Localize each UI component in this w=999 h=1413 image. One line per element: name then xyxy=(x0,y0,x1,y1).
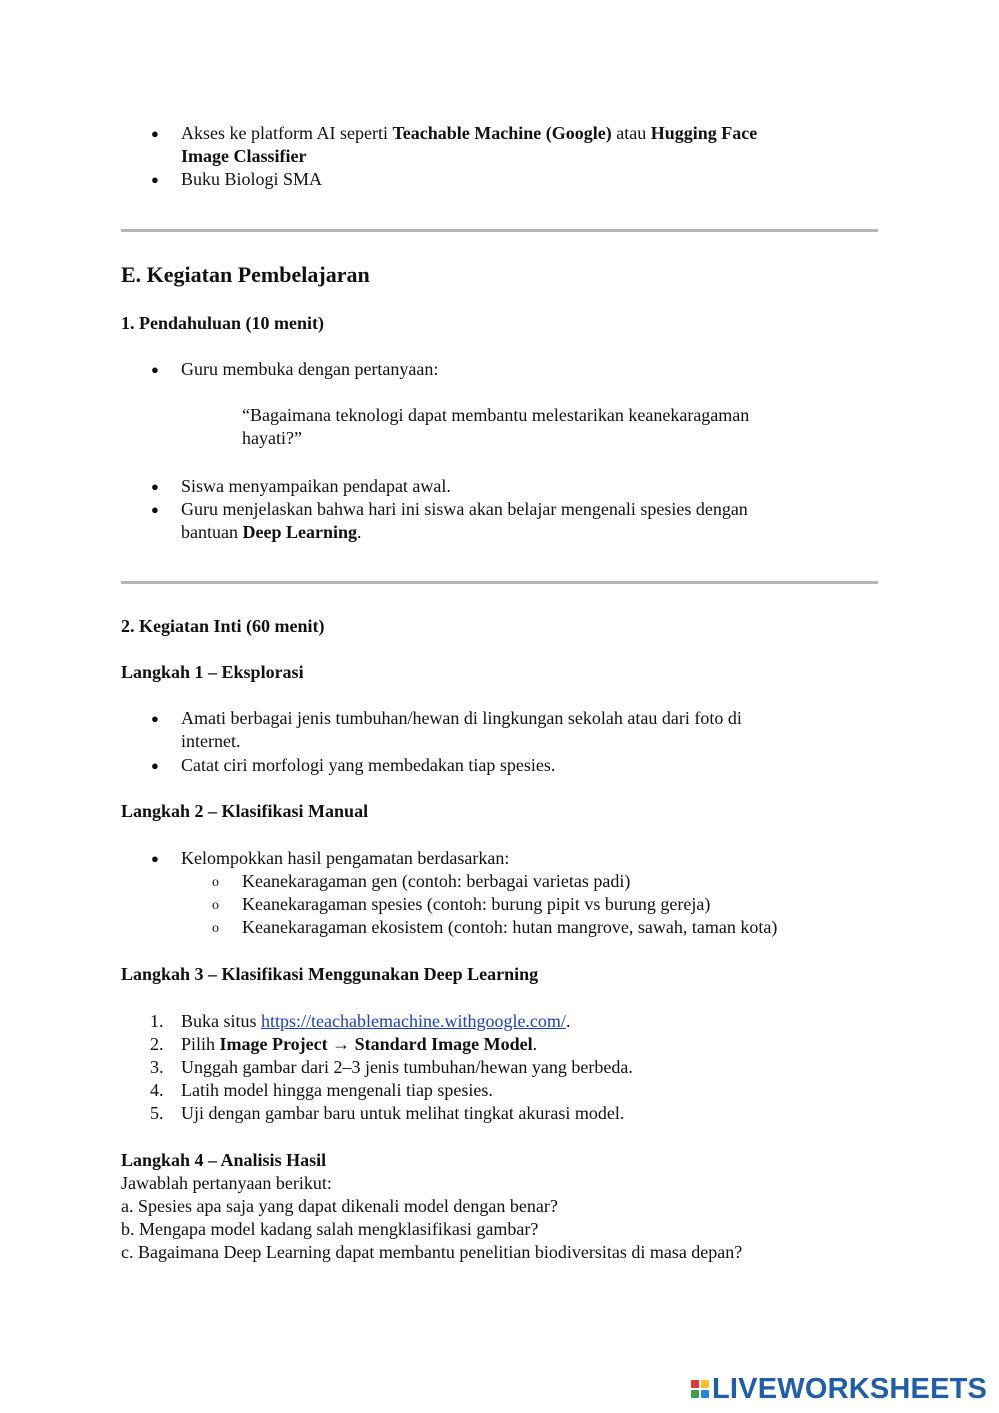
step2-heading: Langkah 2 – Klasifikasi Manual xyxy=(121,801,369,821)
circle-bullet-icon: o xyxy=(212,898,219,913)
intro-heading: 1. Pendahuluan (10 menit) xyxy=(121,313,325,333)
ordered-item: Unggah gambar dari 2–3 jenis tumbuhan/hewan yang berbeda. xyxy=(181,1057,633,1077)
step3-heading: Langkah 3 – Klasifikasi Menggunakan Deep Learning xyxy=(121,964,539,984)
bullet-icon: ● xyxy=(151,172,159,187)
list-item: Kelompokkan hasil pengamatan berdasarkan: xyxy=(181,848,510,868)
list-number: 4. xyxy=(150,1080,164,1100)
bullet-icon: ● xyxy=(151,502,159,517)
logo-square xyxy=(701,1390,709,1398)
list-item: Siswa menyampaikan pendapat awal. xyxy=(181,476,451,496)
list-item: Amati berbagai jenis tumbuhan/hewan di lingkungan sekolah atau dari foto di internet. xyxy=(181,708,742,751)
logo-grid-icon xyxy=(691,1380,709,1398)
ordered-item: Buka situs https://teachablemachine.withgoogle.com/. xyxy=(181,1011,571,1031)
divider xyxy=(121,581,878,584)
bullet-icon: ● xyxy=(151,479,159,494)
divider xyxy=(121,229,878,232)
sub-list-item: Keanekaragaman spesies (contoh: burung pipit vs burung gereja) xyxy=(242,894,711,914)
list-item: Catat ciri morfologi yang membedakan tiap spesies. xyxy=(181,755,556,775)
section-title: E. Kegiatan Pembelajaran xyxy=(121,262,370,287)
bullet-icon: ● xyxy=(151,126,159,141)
circle-bullet-icon: o xyxy=(212,921,219,936)
list-item: Guru menjelaskan bahwa hari ini siswa akan belajar mengenali spesies dengan bantuan Deep Learning. xyxy=(181,499,748,542)
step4-intro: Jawablah pertanyaan berikut: xyxy=(121,1173,332,1193)
logo-square xyxy=(701,1380,709,1388)
bullet-icon: ● xyxy=(151,362,159,377)
step4-heading: Langkah 4 – Analisis Hasil xyxy=(121,1150,327,1170)
bullet-icon: ● xyxy=(151,711,159,726)
question-c: c. Bagaimana Deep Learning dapat membantu penelitian biodiversitas di masa depan? xyxy=(121,1242,743,1262)
teachable-machine-link[interactable]: https://teachablemachine.withgoogle.com/ xyxy=(261,1011,566,1031)
bullet-icon: ● xyxy=(151,851,159,866)
liveworksheets-logo xyxy=(691,1371,987,1407)
logo-square xyxy=(691,1390,699,1398)
core-heading: 2. Kegiatan Inti (60 menit) xyxy=(121,616,325,636)
blockquote: “Bagaimana teknologi dapat membantu melestarikan keanekaragaman hayati?” xyxy=(242,405,750,448)
list-item: Guru membuka dengan pertanyaan: xyxy=(181,359,439,379)
logo-text: LIVEWORKSHEETS xyxy=(712,1372,988,1405)
step1-heading: Langkah 1 – Eksplorasi xyxy=(121,662,304,682)
list-number: 5. xyxy=(150,1103,164,1123)
list-item: Buku Biologi SMA xyxy=(181,169,323,189)
bullet-icon: ● xyxy=(151,758,159,773)
list-number: 3. xyxy=(150,1057,164,1077)
logo-square xyxy=(691,1380,699,1388)
sub-list-item: Keanekaragaman ekosistem (contoh: hutan mangrove, sawah, taman kota) xyxy=(242,917,778,937)
list-item: Akses ke platform AI seperti Teachable Machine (Google) atau Hugging Face Image Classifier xyxy=(181,123,758,166)
sub-list-item: Keanekaragaman gen (contoh: berbagai varietas padi) xyxy=(242,871,631,891)
list-number: 1. xyxy=(150,1011,164,1031)
list-number: 2. xyxy=(150,1034,164,1054)
ordered-item: Latih model hingga mengenali tiap spesies. xyxy=(181,1080,493,1100)
ordered-item: Pilih Image Project → Standard Image Model. xyxy=(181,1034,538,1054)
circle-bullet-icon: o xyxy=(212,875,219,890)
step4-block xyxy=(121,1149,881,1264)
question-b: b. Mengapa model kadang salah mengklasifikasi gambar? xyxy=(121,1219,539,1239)
question-a: a. Spesies apa saja yang dapat dikenali model dengan benar? xyxy=(121,1196,558,1216)
ordered-item: Uji dengan gambar baru untuk melihat tingkat akurasi model. xyxy=(181,1103,625,1123)
